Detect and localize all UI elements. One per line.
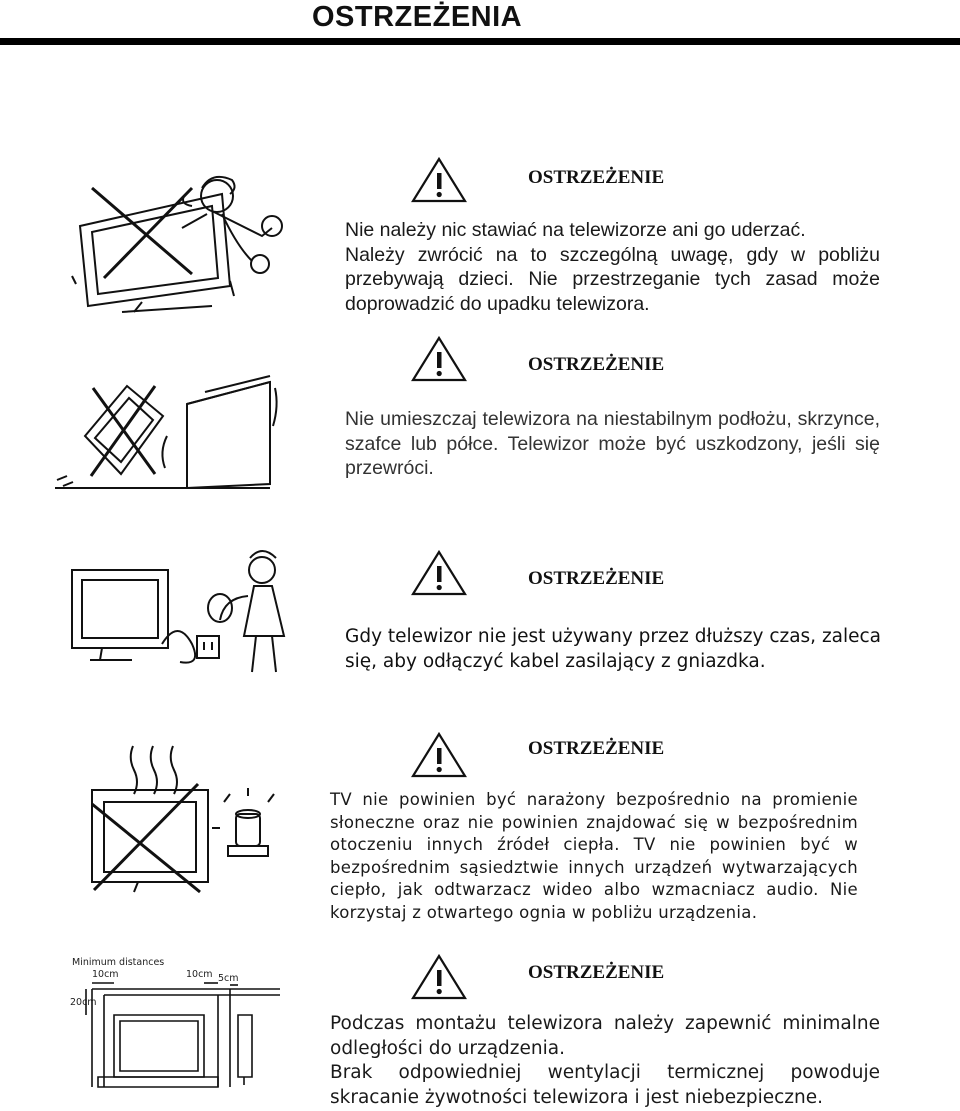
warning-triangle-icon: [410, 156, 468, 204]
warning-text-line: Należy zwrócić na to szczególną uwagę, gdy w pobliżu przebywają dzieci. Nie przestrzeganie tych zasad może doprowadzić do upadku telewizora.: [345, 243, 880, 315]
unplug-tv-illustration: [62, 548, 302, 676]
diagram-title: Minimum distances: [72, 957, 165, 968]
warning-text-line: Podczas montażu telewizora należy zapewnić minimalne odległości do urządzenia.: [330, 1013, 880, 1059]
warning-text: [345, 625, 885, 674]
tv-near-heater-illustration: [88, 744, 278, 894]
warning-text: [345, 218, 880, 316]
warning-text-line: Brak odpowiedniej wentylacji termicznej powoduje skracanie żywotności telewizora i jest niebezpieczne.: [330, 1062, 880, 1108]
child-climbing-tv-illustration: [62, 166, 292, 316]
diagram-label-right: 10cm: [186, 969, 213, 980]
warning-heading: OSTRZEŻENIE: [528, 354, 665, 375]
warning-text-line: Nie umieszczaj telewizora na niestabilnym podłożu, skrzynce, szafce lub półce. Telewizor może być uszkodzony, jeśli się przewróci.: [345, 408, 880, 479]
warning-heading: OSTRZEŻENIE: [528, 167, 665, 188]
page-title: OSTRZEŻENIA: [312, 1, 523, 33]
tv-falling-cabinet-illustration: [55, 376, 270, 496]
warning-text-line: Nie należy nic stawiać na telewizorze ani go uderzać.: [345, 219, 806, 241]
warning-text: [345, 407, 880, 481]
warning-heading: OSTRZEŻENIE: [528, 962, 665, 983]
warning-text: [330, 1012, 880, 1110]
diagram-label-side: 5cm: [218, 973, 239, 984]
title-underline: [0, 38, 960, 45]
minimum-distances-diagram: [68, 955, 280, 1090]
warning-triangle-icon: [410, 953, 468, 1001]
warning-heading: OSTRZEŻENIE: [528, 738, 665, 759]
warning-text-line: TV nie powinien być narażony bezpośrednio na promienie słoneczne oraz nie powinien znajdować się w bezpośrednim otoczeniu innych źródeł ciepła. TV nie powinien być w bezpośrednim sąsiedztwie innych urządzeń wytwarzających ciepło, jak odtwarzacz wideo albo wzmacniacz audio. Nie korzystaj z otwartego ognia w pobliżu urządzenia.: [330, 790, 858, 922]
warning-triangle-icon: [410, 549, 468, 597]
diagram-label-top: 20cm: [70, 997, 97, 1008]
warning-heading: OSTRZEŻENIE: [528, 568, 665, 589]
diagram-label-left: 10cm: [92, 969, 119, 980]
warning-triangle-icon: [410, 731, 468, 779]
warning-text-line: Gdy telewizor nie jest używany przez dłuższy czas, zaleca się, aby odłączyć kabel zasilający z gniazdka.: [345, 626, 882, 672]
warning-triangle-icon: [410, 335, 468, 383]
warning-text: [330, 789, 858, 924]
